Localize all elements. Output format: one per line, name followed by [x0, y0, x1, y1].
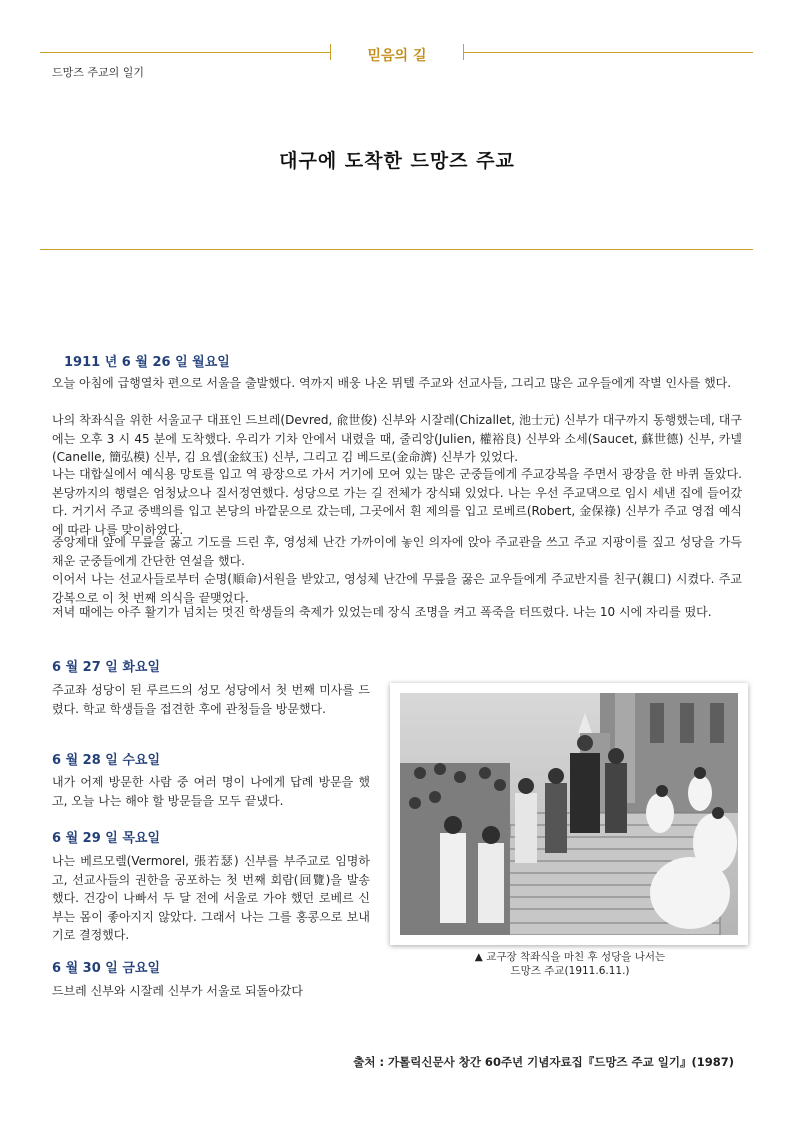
diary-label: 드망즈 주교의 일기: [52, 66, 145, 79]
entry-paragraph: 이어서 나는 선교사들로부터 순명(順命)서원을 받았고, 영성체 난간에 무릎을 꿇은 교우들에게 주교반지를 친구(親口) 시켰다. 주교 강복으로 이 첫 번째 의식을 끝맺었다.: [52, 572, 742, 605]
entry-paragraph: 중앙제대 앞에 무릎을 꿇고 기도를 드린 후, 영성체 난간 가까이에 놓인 의자에 앉아 주교관을 쓰고 주교 지팡이를 짚고 성당을 가득 채운 군중들에게 간단한 연설을 했다.: [52, 535, 742, 568]
article-title: 대구에 도착한 드망즈 주교: [279, 150, 515, 172]
source-citation: 출처 : 가톨릭신문사 창간 60주년 기념자료집『드망즈 주교 일기』(1987): [353, 1055, 734, 1069]
photo-caption: [430, 950, 710, 978]
entry-paragraph: 드브레 신부와 시잘레 신부가 서울로 되돌아갔다: [52, 984, 303, 998]
caption-line: 드망즈 주교(1911.6.11.): [510, 965, 630, 977]
entry-date: 1911 년 6 월 26 일 월요일: [64, 355, 230, 370]
entry-date: 6 월 28 일 수요일: [52, 753, 161, 768]
historical-photo: [390, 683, 748, 945]
entry-paragraph: 나는 대합실에서 예식용 망토를 입고 역 광장으로 가서 거기에 모여 있는 많은 군중들에게 주교강복을 주면서 광장을 한 바퀴 돌았다. 본당까지의 행렬은 엄청났으나 질서정연했다. 성당으로 가는 길 전체가 장식돼 있었다. 나는 우선 주교댁으로 임시 세낸 집에 들어갔다. 거기서 주교 중백의를 입고 본당의 바깥문으로 갔는데, 그곳에서 흰 제의를 입고 로베르(Robert, 金保祿) 신부가 주교 영접 예식에 따라 나를 맞이하였다.: [52, 467, 742, 537]
entry-date: 6 월 27 일 화요일: [52, 660, 161, 675]
entry-paragraph: 내가 어제 방문한 사람 중 여러 명이 나에게 답례 방문을 했고, 오늘 나는 해야 할 방문들을 모두 끝냈다.: [52, 775, 370, 808]
entry-paragraph: 주교좌 성당이 된 루르드의 성모 성당에서 첫 번째 미사를 드렸다. 학교 학생들을 접견한 후에 관청들을 방문했다.: [52, 683, 370, 716]
entry-date: 6 월 29 일 목요일: [52, 831, 161, 846]
header-rule-right: [463, 52, 753, 53]
entry-paragraph: 오늘 아침에 급행열차 편으로 서울을 출발했다. 역까지 배웅 나온 뮈텔 주교와 선교사들, 그리고 많은 교우들에게 작별 인사를 했다.: [52, 376, 732, 390]
series-title: 믿음의 길: [367, 48, 427, 64]
title-divider: [40, 249, 753, 250]
caption-line: ▲ 교구장 착좌식을 마친 후 성당을 나서는: [474, 951, 666, 963]
header-rule-left: [40, 52, 330, 53]
entry-date: 6 월 30 일 금요일: [52, 961, 161, 976]
entry-paragraph: 저녁 때에는 아주 활기가 넘치는 멋진 학생들의 축제가 있었는데 장식 조명을 켜고 폭죽을 터뜨렸다. 나는 10 시에 자리를 떴다.: [52, 605, 712, 619]
entry-paragraph: 나는 베르모렐(Vermorel, 張若瑟) 신부를 부주교로 임명하고, 선교사들의 권한을 공포하는 첫 번째 회람(回覽)을 발송했다. 건강이 나빠서 두 달 전에 서울로 가야 했던 로베르 신부는 몸이 좋아지지 않았다. 그래서 나는 그를 홍콩으로 보내기로 결정했다.: [52, 854, 370, 942]
procession-photo-image: [400, 693, 738, 935]
entry-paragraph: 나의 착좌식을 위한 서울교구 대표인 드브레(Devred, 兪世俊) 신부와 시잘레(Chizallet, 池士元) 신부가 대구까지 동행했는데, 대구에는 오후 3 시 45 분에 도착했다. 우리가 기차 안에서 내렸을 때, 줄리앙(Julien, 權裕良) 신부와 소세(Saucet, 蘇世德) 신부, 카넬(Canelle, 簡弘模) 신부, 김 요셉(金紋玉) 신부, 그리고 김 베드로(金命濟) 신부가 있었다.: [52, 413, 742, 464]
